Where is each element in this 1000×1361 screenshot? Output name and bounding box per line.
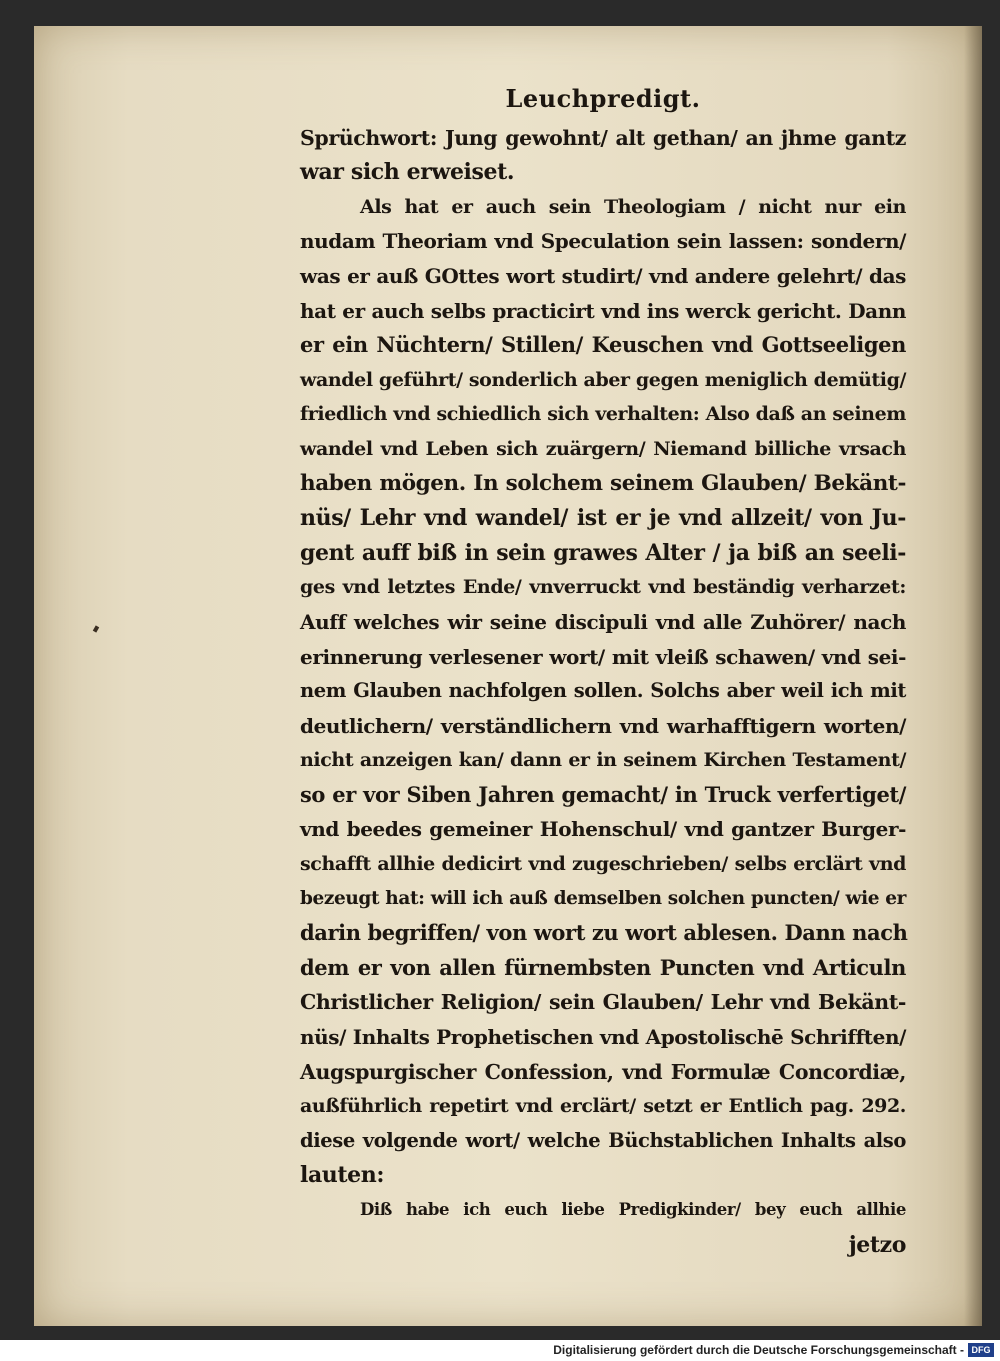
text-line: hat er auch selbs practicirt vnd ins werck gericht. Dann <box>300 298 906 323</box>
text-line: war sich erweiset. <box>300 159 515 186</box>
text-line: so er vor Siben Jahren gemacht/ in Truck verfertiget/ <box>300 781 906 807</box>
text-line: friedlich vnd schiedlich sich verhalten: Also daß an seinem <box>300 403 906 426</box>
text-line: nem Glauben nachfolgen sollen. Solchs aber weil ich mit <box>300 679 906 703</box>
footer-credit: Digitalisierung gefördert durch die Deutsche Forschungsgemeinschaft - <box>553 1343 964 1357</box>
text-line: nicht anzeigen kan/ dann er in seinem Kirchen Testament/ <box>300 749 906 772</box>
text-line: erinnerung verlesener wort/ mit vleiß schawen/ vnd sei- <box>300 644 906 669</box>
text-line: außführlich repetirt vnd erclärt/ setzt er Entlich pag. 292. <box>300 1095 906 1118</box>
text-line: dem er von allen fürnembsten Puncten vnd Articuln <box>300 954 906 980</box>
page-text <box>300 82 906 1262</box>
text-line: wandel geführt/ sonderlich aber gegen meniglich demütig/ <box>300 368 906 391</box>
text-line: diese volgende wort/ welche Büchstablichen Inhalts also <box>300 1128 906 1152</box>
text-line: darin begriffen/ von wort zu wort ablesen. Dann nach <box>300 920 908 946</box>
text-line: schafft allhie dedicirt vnd zugeschrieben/ selbs erclärt vnd <box>300 853 906 876</box>
dfg-logo-icon: DFG <box>968 1343 994 1357</box>
text-line: Auff welches wir seine discipuli vnd alle Zuhörer/ nach <box>300 609 906 634</box>
text-line: nudam Theoriam vnd Speculation sein lassen: sondern/ <box>300 229 906 254</box>
text-line: gent auff biß in sein grawes Alter / ja biß an seeli- <box>300 539 906 566</box>
footer-bar <box>0 1340 1000 1361</box>
text-line: Sprüchwort: Jung gewohnt/ alt gethan/ an jhme gantz <box>300 125 906 150</box>
text-line: Augspurgischer Confession, vnd Formulæ Concordiæ, <box>300 1059 906 1084</box>
running-header: Leuchpredigt. <box>505 84 701 113</box>
text-line: Als hat er auch sein Theologiam / nicht nur ein <box>360 195 906 218</box>
text-line: vnd beedes gemeiner Hohenschul/ vnd gantzer Burger- <box>300 817 906 842</box>
text-line: Diß habe ich euch liebe Predigkinder/ bey euch allhie <box>360 1200 906 1219</box>
ink-speck <box>93 625 99 632</box>
text-line: ges vnd letztes Ende/ vnverruckt vnd beständig verharzet: <box>300 576 906 599</box>
text-line: deutlichern/ verständlichern vnd warhafftigern worten/ <box>300 713 906 738</box>
text-line: nüs/ Inhalts Prophetischen vnd Apostolischē Schrifften/ <box>300 1025 906 1050</box>
text-line: er ein Nüchtern/ Stillen/ Keuschen vnd Gottseeligen <box>300 332 906 358</box>
text-line: bezeugt hat: will ich auß demselben solchen puncten/ wie er <box>300 887 906 909</box>
text-line: Christlicher Religion/ sein Glauben/ Lehr vnd Bekänt- <box>300 990 906 1015</box>
text-line: was er auß GOttes wort studirt/ vnd andere gelehrt/ das <box>300 263 906 288</box>
text-line: nüs/ Lehr vnd wandel/ ist er je vnd allzeit/ von Ju- <box>300 505 906 532</box>
text-line: haben mögen. In solchem seinem Glauben/ Bekänt- <box>300 470 906 496</box>
catchword: jetzo <box>848 1231 906 1258</box>
text-line: lauten: <box>300 1162 385 1189</box>
text-line: wandel vnd Leben sich zuärgern/ Niemand billiche vrsach <box>300 437 906 460</box>
